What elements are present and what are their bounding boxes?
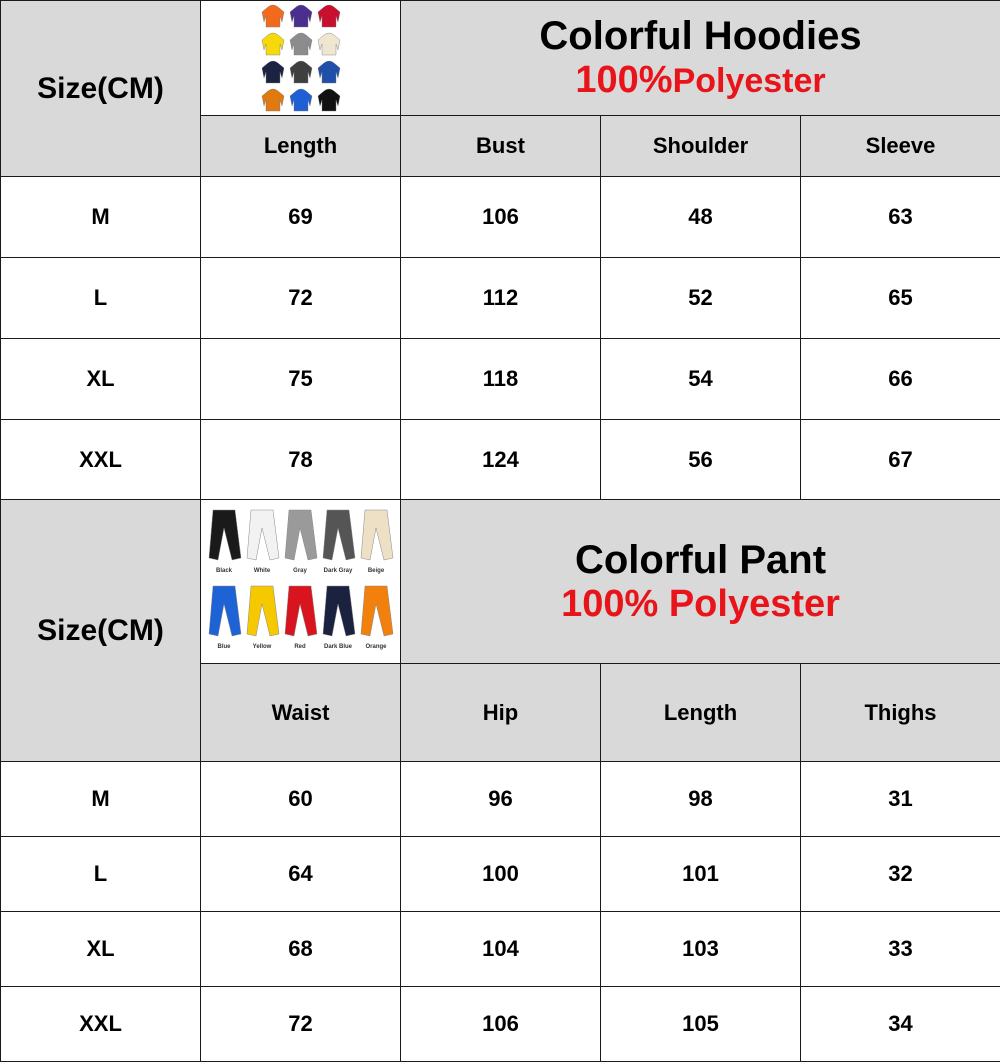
table-cell: 54 xyxy=(601,339,801,420)
hoodie-material-word: Polyester xyxy=(673,62,826,100)
table-cell: 63 xyxy=(801,177,1000,258)
pant-color-label: Orange xyxy=(365,644,387,650)
hoodie-swatch-image xyxy=(201,1,401,116)
pant-title-cell xyxy=(401,500,1000,664)
hoodie-thumbnail xyxy=(262,5,284,27)
table-cell: 69 xyxy=(201,177,401,258)
table-cell: 67 xyxy=(801,420,1000,501)
table-cell: 124 xyxy=(401,420,601,501)
pant-size-header: Size(CM) xyxy=(1,500,201,762)
hoodie-col-sleeve: Sleeve xyxy=(801,116,1000,177)
pant-color-label: Dark Blue xyxy=(323,644,352,650)
hoodie-thumbnail xyxy=(318,33,340,55)
size-label: XXL xyxy=(1,987,201,1062)
pant-thumbnail xyxy=(209,510,241,574)
pant-col-length: Length xyxy=(601,664,801,762)
size-label: XL xyxy=(1,339,201,420)
table-cell: 101 xyxy=(601,837,801,912)
hoodie-material xyxy=(401,58,1000,103)
table-row xyxy=(1,912,1000,987)
hoodie-thumbnail xyxy=(290,5,312,27)
table-row xyxy=(1,177,1000,258)
hoodie-size-header: Size(CM) xyxy=(1,1,201,177)
pant-title: Colorful Pant xyxy=(401,538,1000,582)
hoodie-col-bust: Bust xyxy=(401,116,601,177)
table-cell: 68 xyxy=(201,912,401,987)
table-cell: 98 xyxy=(601,762,801,837)
pant-col-waist: Waist xyxy=(201,664,401,762)
table-cell: 78 xyxy=(201,420,401,501)
pant-color-label: White xyxy=(253,568,270,574)
pant-thumbnail xyxy=(361,586,393,650)
hoodie-thumbnail xyxy=(290,33,312,55)
table-cell: 32 xyxy=(801,837,1000,912)
table-cell: 65 xyxy=(801,258,1000,339)
hoodie-thumbnail xyxy=(262,89,284,111)
table-cell: 64 xyxy=(201,837,401,912)
table-cell: 33 xyxy=(801,912,1000,987)
table-cell: 66 xyxy=(801,339,1000,420)
pant-thumbnail xyxy=(209,586,241,650)
table-cell: 31 xyxy=(801,762,1000,837)
hoodie-thumbnail xyxy=(262,61,284,83)
pant-col-hip: Hip xyxy=(401,664,601,762)
pant-color-label: Black xyxy=(215,568,232,574)
table-cell: 105 xyxy=(601,987,801,1062)
hoodie-material-number: 100% xyxy=(575,59,672,101)
pant-thumbnail xyxy=(361,510,393,574)
pant-thumbnails xyxy=(203,504,399,660)
table-cell: 56 xyxy=(601,420,801,501)
hoodie-thumbnail xyxy=(290,61,312,83)
table-cell: 52 xyxy=(601,258,801,339)
size-label: L xyxy=(1,837,201,912)
table-cell: 72 xyxy=(201,258,401,339)
size-label: XL xyxy=(1,912,201,987)
table-cell: 106 xyxy=(401,987,601,1062)
pant-thumbnail xyxy=(247,510,279,574)
table-row xyxy=(1,987,1000,1062)
table-cell: 72 xyxy=(201,987,401,1062)
pant-thumbnail xyxy=(323,510,355,574)
pant-thumbnail xyxy=(247,586,279,650)
pant-color-label: Beige xyxy=(367,568,384,574)
pant-color-label: Dark Gray xyxy=(323,568,352,574)
pant-color-label: Blue xyxy=(217,644,231,650)
pant-thumbnail xyxy=(285,586,317,650)
hoodie-thumbnail xyxy=(262,33,284,55)
table-cell: 112 xyxy=(401,258,601,339)
pant-thumbnail xyxy=(285,510,317,574)
table-cell: 96 xyxy=(401,762,601,837)
table-cell: 103 xyxy=(601,912,801,987)
pant-col-thighs: Thighs xyxy=(801,664,1000,762)
pant-material: 100% Polyester xyxy=(401,582,1000,626)
size-label: M xyxy=(1,762,201,837)
size-label: XXL xyxy=(1,420,201,501)
pant-swatch-image xyxy=(201,500,401,664)
table-row xyxy=(1,258,1000,339)
pant-size-table xyxy=(0,499,1000,1062)
table-cell: 60 xyxy=(201,762,401,837)
pant-color-label: Red xyxy=(294,644,306,650)
hoodie-thumbnail xyxy=(318,5,340,27)
table-row xyxy=(1,420,1000,501)
table-cell: 75 xyxy=(201,339,401,420)
table-cell: 48 xyxy=(601,177,801,258)
size-label: L xyxy=(1,258,201,339)
hoodie-thumbnails xyxy=(259,2,343,114)
hoodie-title-cell xyxy=(401,1,1000,116)
pant-color-label: Yellow xyxy=(252,644,271,650)
hoodie-size-table xyxy=(0,0,1000,501)
size-label: M xyxy=(1,177,201,258)
pant-thumbnail xyxy=(323,586,355,650)
table-cell: 118 xyxy=(401,339,601,420)
pant-color-label: Gray xyxy=(293,568,307,574)
table-cell: 100 xyxy=(401,837,601,912)
table-cell: 106 xyxy=(401,177,601,258)
hoodie-thumbnail xyxy=(318,61,340,83)
hoodie-title: Colorful Hoodies xyxy=(401,14,1000,58)
table-row xyxy=(1,837,1000,912)
table-cell: 34 xyxy=(801,987,1000,1062)
table-row xyxy=(1,762,1000,837)
table-row xyxy=(1,339,1000,420)
hoodie-thumbnail xyxy=(290,89,312,111)
hoodie-col-length: Length xyxy=(201,116,401,177)
table-cell: 104 xyxy=(401,912,601,987)
hoodie-col-shoulder: Shoulder xyxy=(601,116,801,177)
hoodie-thumbnail xyxy=(318,89,340,111)
